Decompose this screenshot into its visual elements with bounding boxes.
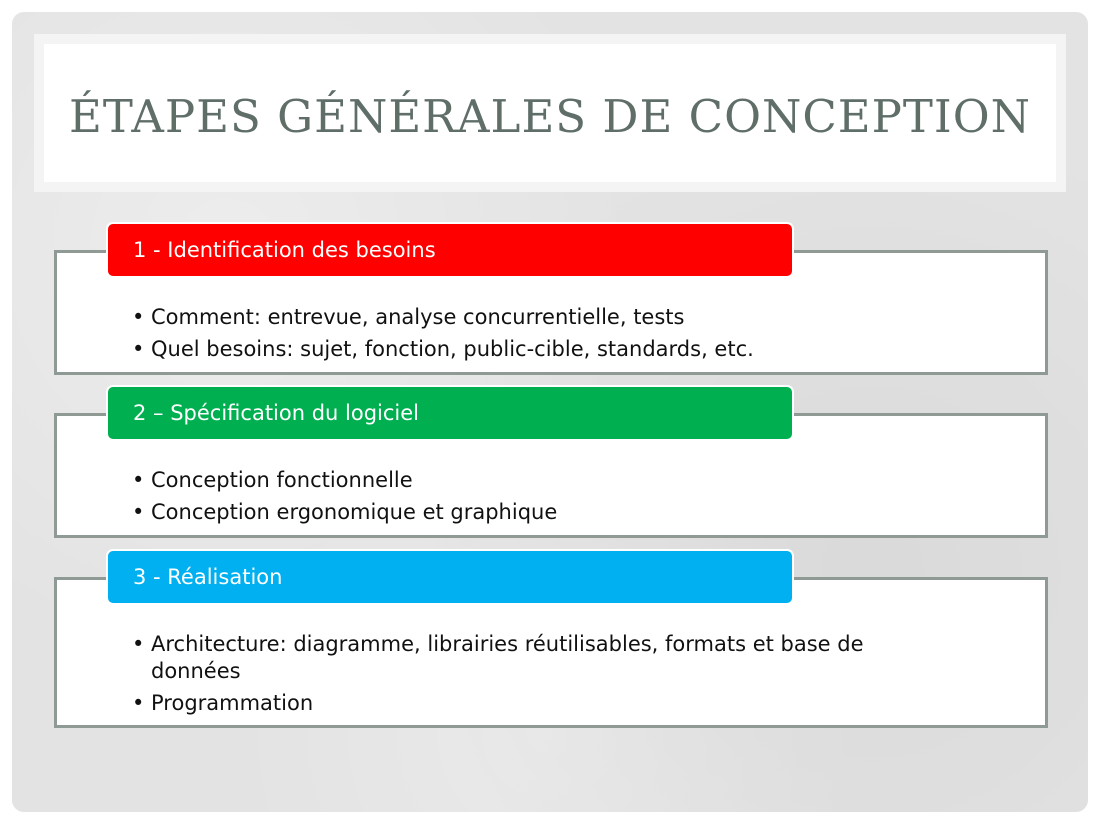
list-item: • Quel besoins: sujet, fonction, public-cible, standards, etc. [132, 337, 754, 361]
bullet-list [132, 467, 952, 531]
section-header-bar [106, 549, 794, 605]
slide [12, 12, 1088, 812]
bullet-icon: • [132, 632, 145, 656]
list-item: • Comment: entrevue, analyse concurrentielle, tests [132, 305, 685, 329]
section-realisation [54, 549, 1046, 729]
bullet-icon: • [132, 305, 145, 329]
section-header-bar [106, 222, 794, 278]
section-heading: 3 - Réalisation [133, 565, 283, 589]
list-item: • Architecture: diagramme, librairies réutilisables, formats et base de données [132, 632, 864, 683]
list-item: • Programmation [132, 691, 314, 715]
bullet-icon: • [132, 691, 145, 715]
list-item: • Conception fonctionnelle [132, 468, 413, 492]
list-item: • Conception ergonomique et graphique [132, 500, 558, 524]
section-identification [54, 222, 1046, 376]
section-heading: 2 – Spécification du logiciel [133, 401, 420, 425]
section-heading: 1 - Identification des besoins [133, 238, 436, 262]
section-specification [54, 385, 1046, 539]
title-frame [34, 34, 1066, 192]
section-header-bar [106, 385, 794, 441]
title-box [44, 44, 1056, 182]
bullet-list [132, 304, 952, 368]
slide-title: ÉTAPES GÉNÉRALES DE CONCEPTION [69, 89, 1031, 143]
bullet-icon: • [132, 468, 145, 492]
bullet-list [132, 631, 952, 722]
bullet-icon: • [132, 500, 145, 524]
bullet-icon: • [132, 337, 145, 361]
